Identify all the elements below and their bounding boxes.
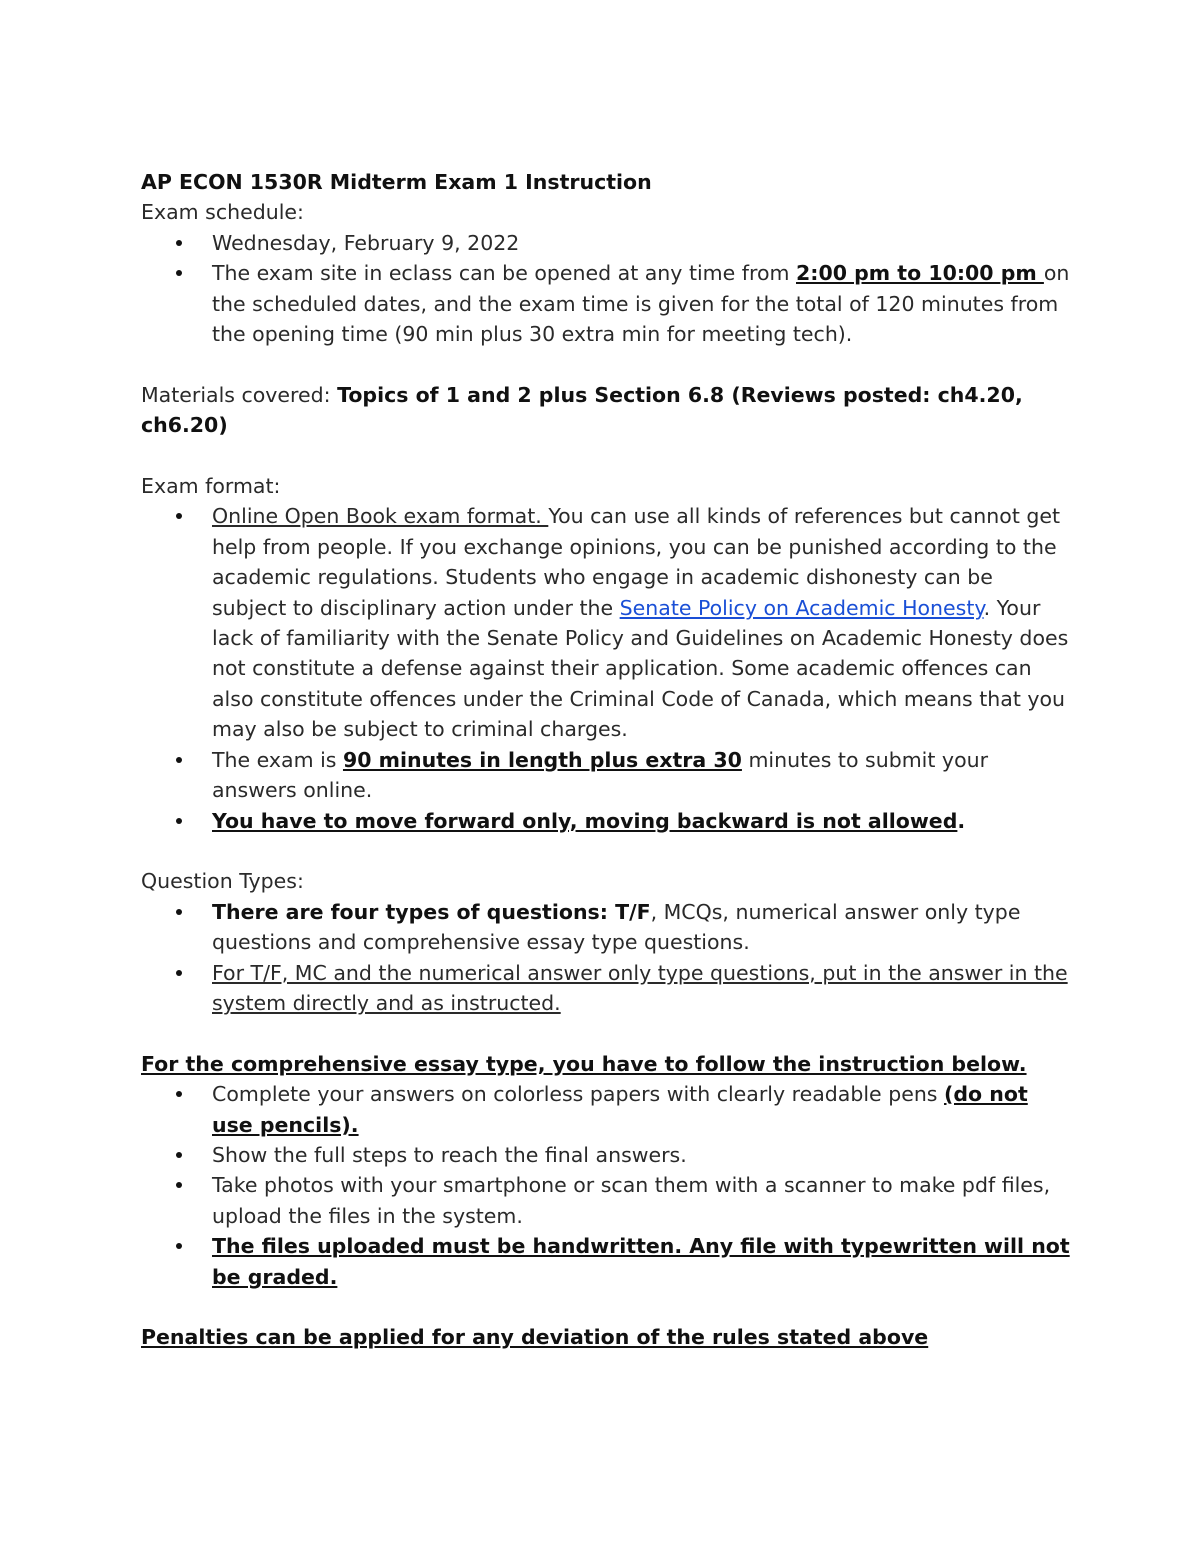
format-heading: Exam format: [141, 474, 281, 499]
materials-covered: Materials covered: Topics of 1 and 2 plus Section 6.8 (Reviews posted: ch4.20, ch6.20) [141, 382, 1023, 438]
schedule-list [141, 228, 1071, 350]
list-item [141, 228, 1071, 258]
list-item: The files uploaded must be handwritten. Any file with typewritten will not be graded. [141, 1231, 1071, 1292]
question-types-list [141, 897, 1071, 1019]
essay-heading: For the comprehensive essay type, you have to follow the instruction below. [141, 1051, 1027, 1076]
essay-list [141, 1079, 1071, 1292]
schedule-heading: Exam schedule: [141, 200, 304, 225]
list-item: Show the full steps to reach the final answers. [141, 1140, 1071, 1170]
document-title: AP ECON 1530R Midterm Exam 1 Instruction [141, 170, 652, 194]
penalties-note: Penalties can be applied for any deviation of the rules stated above [141, 1325, 929, 1350]
format-list [141, 501, 1071, 835]
document-body [141, 167, 1071, 1353]
senate-policy-link[interactable]: Senate Policy on Academic Honesty [619, 595, 984, 620]
schedule-date: Wednesday, February 9, 2022 [212, 230, 520, 255]
list-item: There are four types of questions: T/F, MCQs, numerical answer only type questions and comprehensive essay type questions. [141, 897, 1071, 958]
exam-time-window: 2:00 pm to 10:00 pm [796, 261, 1044, 286]
list-item: For T/F, MC and the numerical answer only type questions, put in the answer in the system directly and as instructed. [141, 958, 1071, 1019]
list-item: You have to move forward only, moving backward is not allowed. [141, 806, 1071, 836]
list-item: The exam is 90 minutes in length plus extra 30 minutes to submit your answers online. [141, 745, 1071, 806]
question-types-heading: Question Types: [141, 869, 304, 894]
list-item: Complete your answers on colorless papers with clearly readable pens (do not use pencils). [141, 1079, 1071, 1140]
list-item: Take photos with your smartphone or scan them with a scanner to make pdf files, upload the files in the system. [141, 1170, 1071, 1231]
list-item: The exam site in eclass can be opened at any time from 2:00 pm to 10:00 pm on the scheduled dates, and the exam time is given for the total of 120 minutes from the opening time (90 min plus 30 extra min for meeting tech). [141, 258, 1071, 349]
list-item: Online Open Book exam format. You can use all kinds of references but cannot get help from people. If you exchange opinions, you can be punished according to the academic regulations. Students who engage in academic dishonesty can be subject to disciplinary action under the Senate Policy on Academic Honesty. Your lack of familiarity with the Senate Policy and Guidelines on Academic Honesty does not constitute a defense against their application. Some academic offences can also constitute offences under the Criminal Code of Canada, which means that you may also be subject to criminal charges. [141, 501, 1071, 744]
